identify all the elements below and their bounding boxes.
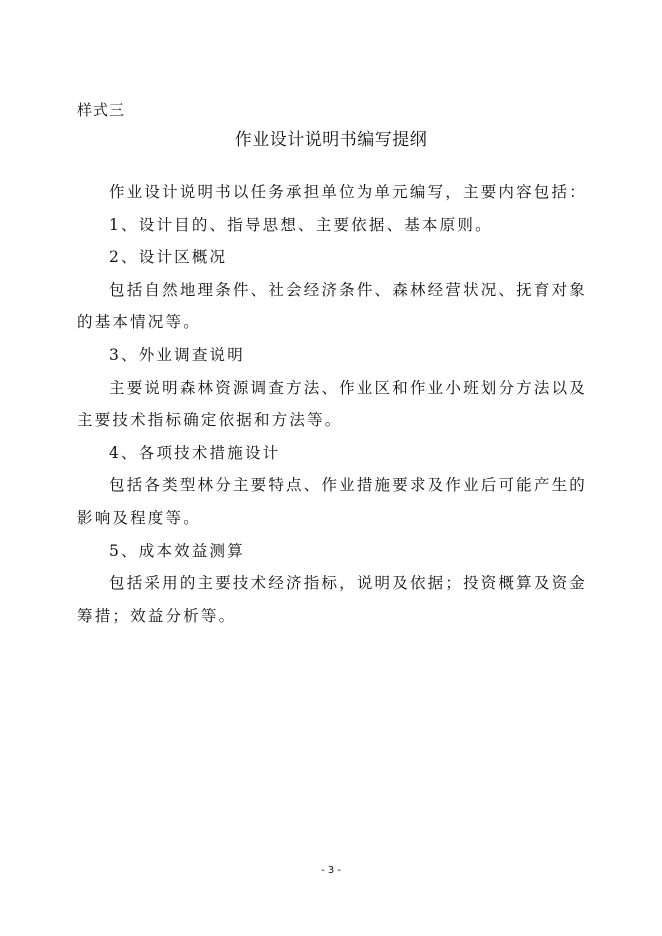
section-2-heading: 2、设计区概况 (109, 248, 228, 267)
section-5-heading: 5、成本效益测算 (109, 541, 245, 560)
section-1-heading: 1、设计目的、指导思想、主要依据、基本原则。 (109, 215, 493, 234)
document-title: 作业设计说明书编写提纲 (234, 130, 428, 150)
section-4-body: 包括各类型林分主要特点、作业措施要求及作业后可能产生的影响及程度等。 (77, 476, 587, 527)
style-label: 样式三 (77, 101, 126, 119)
section-5-body: 包括采用的主要技术经济指标，说明及依据；投资概算及资金筹措；效益分析等。 (77, 574, 587, 625)
document-body (77, 176, 587, 632)
section-2-body: 包括自然地理条件、社会经济条件、森林经营状况、抚育对象的基本情况等。 (77, 280, 587, 332)
section-4-heading: 4、各项技术措施设计 (109, 443, 281, 462)
section-3-heading: 3、外业调查说明 (109, 345, 245, 364)
intro-paragraph: 作业设计说明书以任务承担单位为单元编写，主要内容包括： (109, 183, 587, 201)
page-number: - 3 - (321, 865, 341, 876)
section-3-body: 主要说明森林资源调查方法、作业区和作业小班划分方法以及主要技术指标确定依据和方法等。 (77, 378, 587, 430)
